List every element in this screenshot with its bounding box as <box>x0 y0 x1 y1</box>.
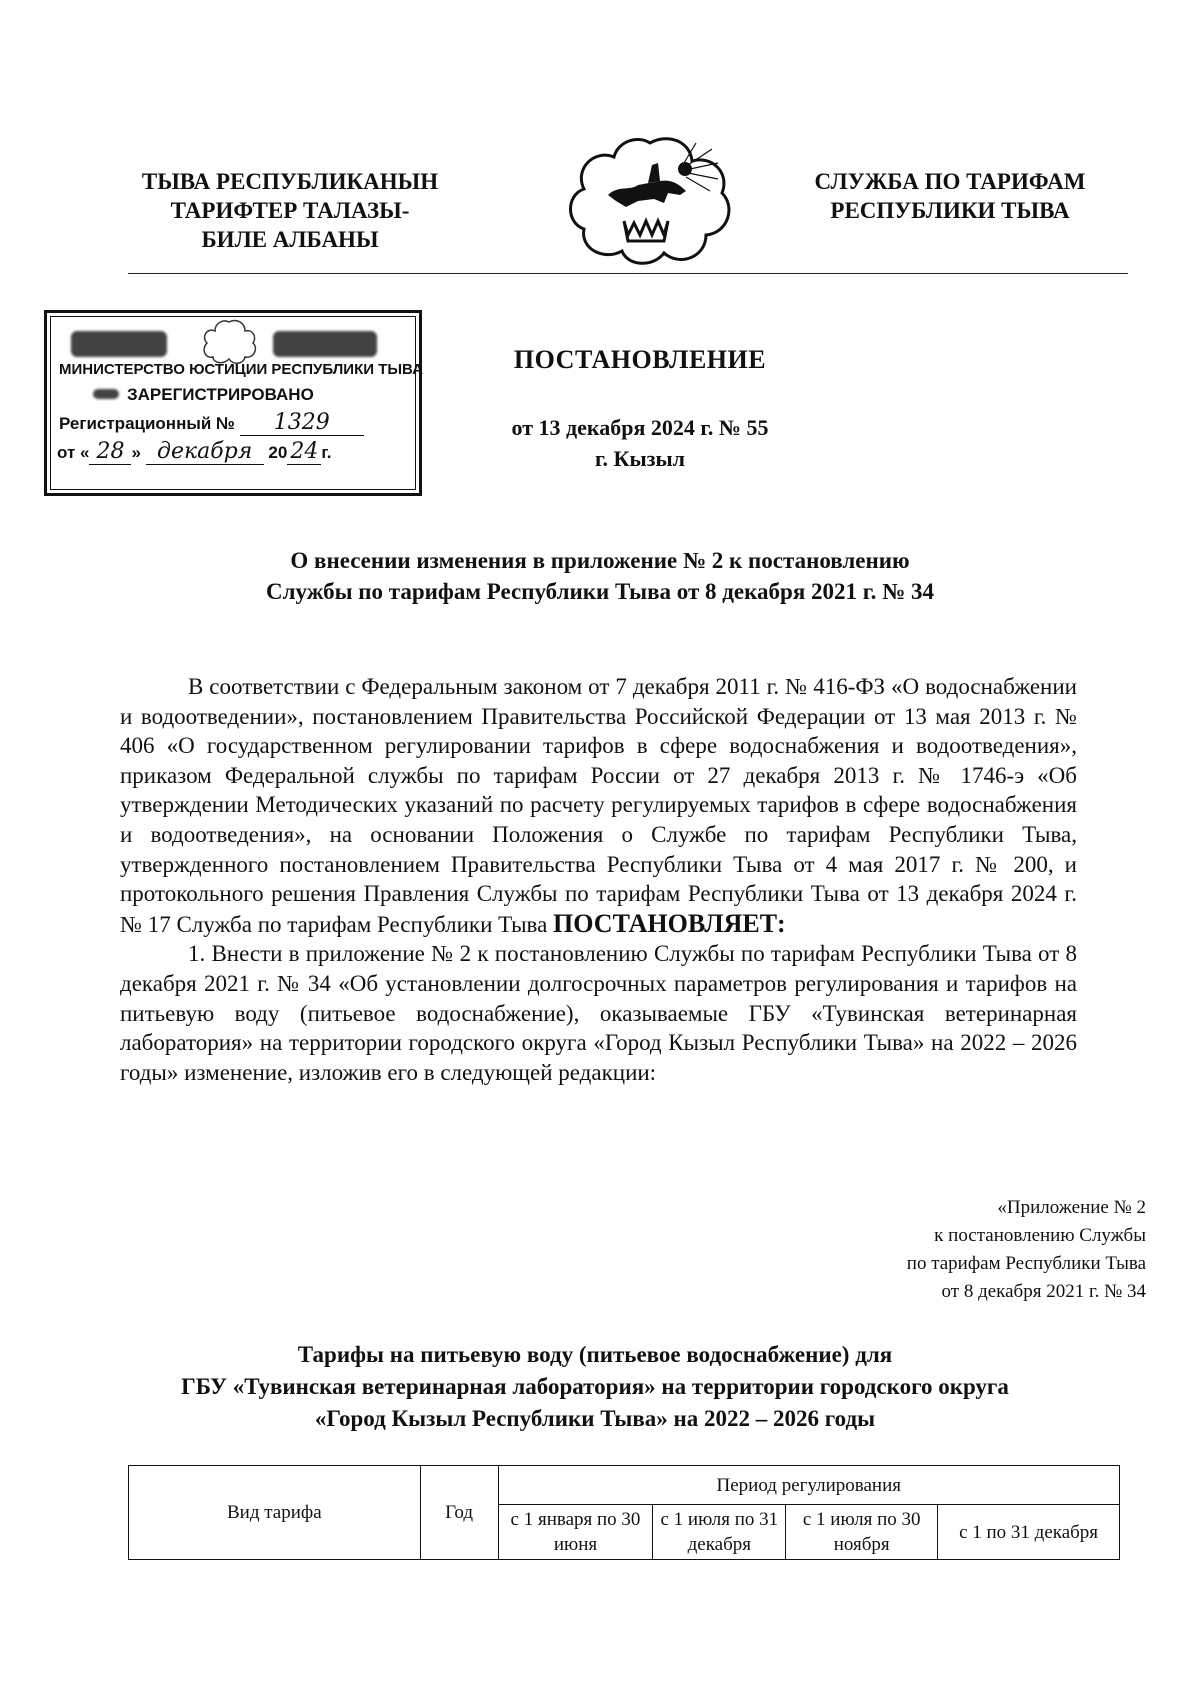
stamp-date-day: 28 <box>89 439 131 465</box>
document-type: ПОСТАНОВЛЕНИЕ <box>513 345 767 374</box>
header-left-line-1: ТЫВА РЕСПУБЛИКАНЫН <box>141 169 439 194</box>
stamp-ministry-text: МИНИСТЕРСТВО ЮСТИЦИИ РЕСПУБЛИКИ ТЫВА <box>59 361 423 378</box>
registration-stamp <box>44 310 422 496</box>
stamp-smudge <box>93 389 119 399</box>
column-header-period: Период регулирования <box>498 1466 1119 1505</box>
document-city: г. Кызыл <box>595 446 685 471</box>
column-header-tariff: Вид тарифа <box>129 1466 421 1560</box>
document-date-number: от 13 декабря 2024 г. № 55 <box>511 415 769 440</box>
subject-line-1: О внесении изменения в приложение № 2 к постановлению <box>290 548 910 573</box>
stamp-date-suffix: г. <box>321 443 332 462</box>
table-title <box>110 1339 1080 1435</box>
header-right-line-1: СЛУЖБА ПО ТАРИФАМ <box>814 169 1086 194</box>
stamp-date-year: 24 <box>287 439 321 465</box>
stamp-date-year-prefix: 20 <box>268 443 288 462</box>
period-header: с 1 января по 30 июня <box>498 1505 653 1560</box>
stamp-date-row <box>57 439 331 465</box>
document-subject <box>120 545 1080 607</box>
appendix-line-1: «Приложение № 2 <box>997 1197 1146 1218</box>
stamp-reg-number: 1329 <box>240 410 364 436</box>
stamp-date-prefix: от « <box>57 443 90 462</box>
stamp-registration-row <box>59 410 364 436</box>
header-left-line-3: БИЛЕ АЛБАНЫ <box>201 227 379 252</box>
stamp-registered-text: ЗАРЕГИСТРИРОВАНО <box>127 385 314 404</box>
body-preamble: В соответствии с Федеральным законом от 7 декабря 2011 г. № 416-ФЗ «О водоснабжении и водоотведении», постановлением Правительства Российской Федерации от 13 мая 2013 г. № 406 «О государственном регулировании тарифов в сфере водоснабжения и водоотведения», приказом Федеральной службы по тарифам России от 27 декабря 2013 г. № 1746-э «Об утверждении Методических указаний по расчету регулируемых тарифов в сфере водоснабжения и водоотведения», на основании Положения о Службе по тарифам Республики Тыва, утвержденного постановлением Правительства Республики Тыва от 4 мая 2017 г. № 200, и протокольного решения Правления Службы по тарифам Республики Тыва от 13 декабря 2024 г. № 17 Служба по тарифам Республики Тыва <box>120 674 1077 937</box>
header-left-line-2: ТАРИФТЕР ТАЛАЗЫ- <box>170 198 410 223</box>
body-paragraph-1 <box>120 672 1077 939</box>
stamp-smudge <box>71 331 167 357</box>
decree-word: ПОСТАНОВЛЯЕТ: <box>553 908 786 938</box>
table-header-row <box>129 1466 1120 1505</box>
period-header: с 1 по 31 декабря <box>938 1505 1120 1560</box>
table-title-line-3: «Город Кызыл Республики Тыва» на 2022 – 2026 годы <box>314 1406 876 1431</box>
appendix-line-2: к постановлению Службы <box>934 1225 1146 1246</box>
stamp-reg-label: Регистрационный № <box>59 414 235 433</box>
tuva-emblem-icon <box>568 135 733 267</box>
subject-line-2: Службы по тарифам Республики Тыва от 8 декабря 2021 г. № 34 <box>266 579 934 604</box>
appendix-line-4: от 8 декабря 2021 г. № 34 <box>941 1281 1146 1302</box>
header-divider <box>128 273 1128 274</box>
appendix-reference <box>700 1194 1146 1306</box>
header-right-line-2: РЕСПУБЛИКИ ТЫВА <box>830 198 1070 223</box>
column-header-year: Год <box>420 1466 498 1560</box>
table-title-line-1: Тарифы на питьевую воду (питьевое водоснабжение) для <box>297 1342 893 1367</box>
stamp-smudge <box>273 331 377 357</box>
table-title-line-2: ГБУ «Тувинская ветеринарная лаборатория» на территории городского округа <box>181 1374 1009 1399</box>
stamp-inner-frame <box>50 316 423 490</box>
header-left-org <box>125 167 455 254</box>
period-header: с 1 июля по 30 ноября <box>786 1505 938 1560</box>
document-dateline <box>440 412 840 474</box>
document-body <box>120 672 1077 1087</box>
stamp-date-mid: » <box>131 443 141 462</box>
body-paragraph-2: 1. Внести в приложение № 2 к постановлению Службы по тарифам Республики Тыва от 8 декабря 2021 г. № 34 «Об установлении долгосрочных параметров регулирования и тарифов на питьевую воду (питьевое водоснабжение), оказываемые ГБУ «Тувинская ветеринарная лаборатория» на территории городского округа «Город Кызыл Республики Тыва» на 2022 – 2026 годы» изменение, изложив его в следующей редакции: <box>120 941 1077 1085</box>
stamp-date-month: декабря <box>146 439 264 465</box>
header-right-org <box>785 167 1115 225</box>
period-header: с 1 июля по 31 декабря <box>653 1505 786 1560</box>
tariff-table <box>128 1465 1120 1560</box>
stamp-emblem-icon <box>201 319 257 365</box>
appendix-line-3: по тарифам Республики Тыва <box>906 1253 1146 1274</box>
